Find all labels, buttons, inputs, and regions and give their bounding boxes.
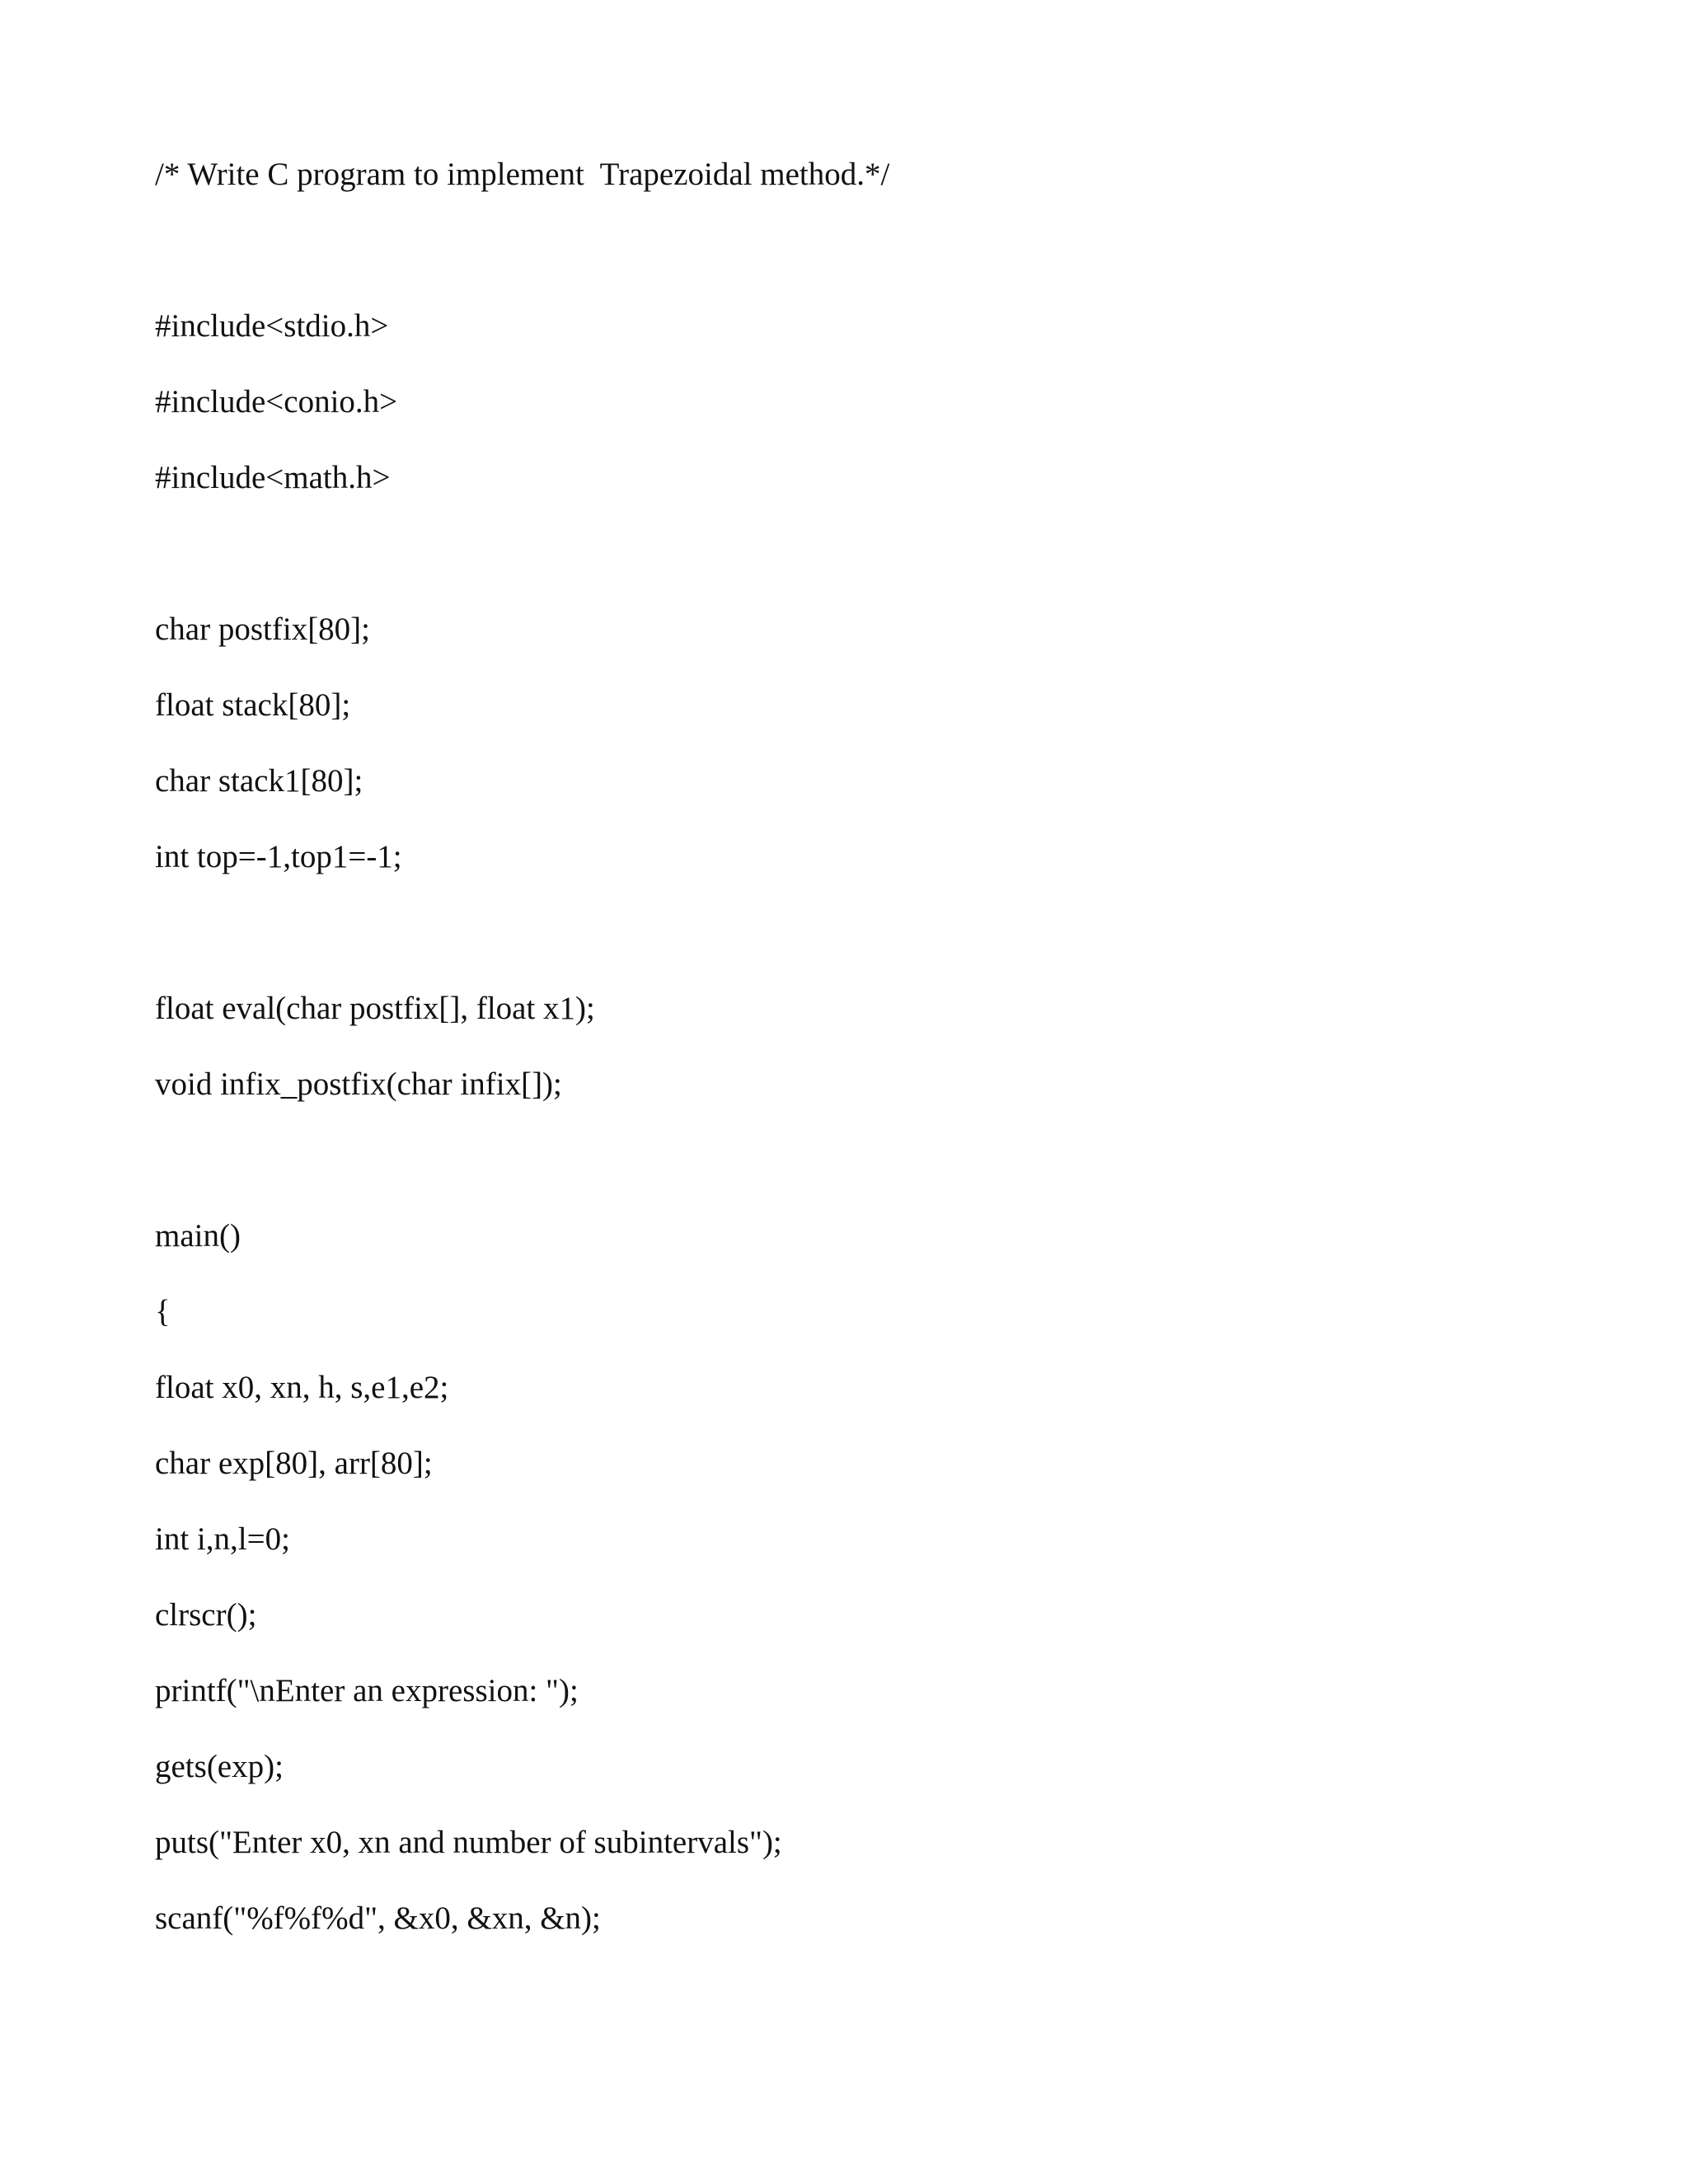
code-line-postfix-decl: char postfix[80];	[155, 612, 371, 647]
code-line-clrscr: clrscr();	[155, 1597, 257, 1633]
code-line-scanf: scanf("%f%f%d", &x0, &xn, &n);	[155, 1900, 601, 1936]
code-line-eval-proto: float eval(char postfix[], float x1);	[155, 991, 595, 1026]
code-line-stack1-decl: char stack1[80];	[155, 763, 363, 799]
code-line-gets: gets(exp);	[155, 1749, 284, 1784]
code-line-main: main()	[155, 1218, 241, 1254]
code-line-stack-decl: float stack[80];	[155, 687, 351, 723]
code-line-char-vars: char exp[80], arr[80];	[155, 1446, 433, 1481]
code-line-int-vars: int i,n,l=0;	[155, 1521, 290, 1557]
code-line-puts: puts("Enter x0, xn and number of subintervals");	[155, 1825, 782, 1860]
code-line-infix-proto: void infix_postfix(char infix[]);	[155, 1066, 562, 1102]
code-line-top-decl: int top=-1,top1=-1;	[155, 839, 402, 874]
code-line-open-brace: {	[155, 1294, 171, 1329]
code-comment-title: /* Write C program to implement Trapezoidal method.*/	[155, 157, 890, 192]
code-line-include-conio: #include<conio.h>	[155, 384, 398, 419]
code-line-include-stdio: #include<stdio.h>	[155, 308, 389, 344]
code-line-include-math: #include<math.h>	[155, 460, 391, 495]
code-line-printf: printf("\nEnter an expression: ");	[155, 1673, 579, 1708]
code-line-float-vars: float x0, xn, h, s,e1,e2;	[155, 1370, 449, 1405]
